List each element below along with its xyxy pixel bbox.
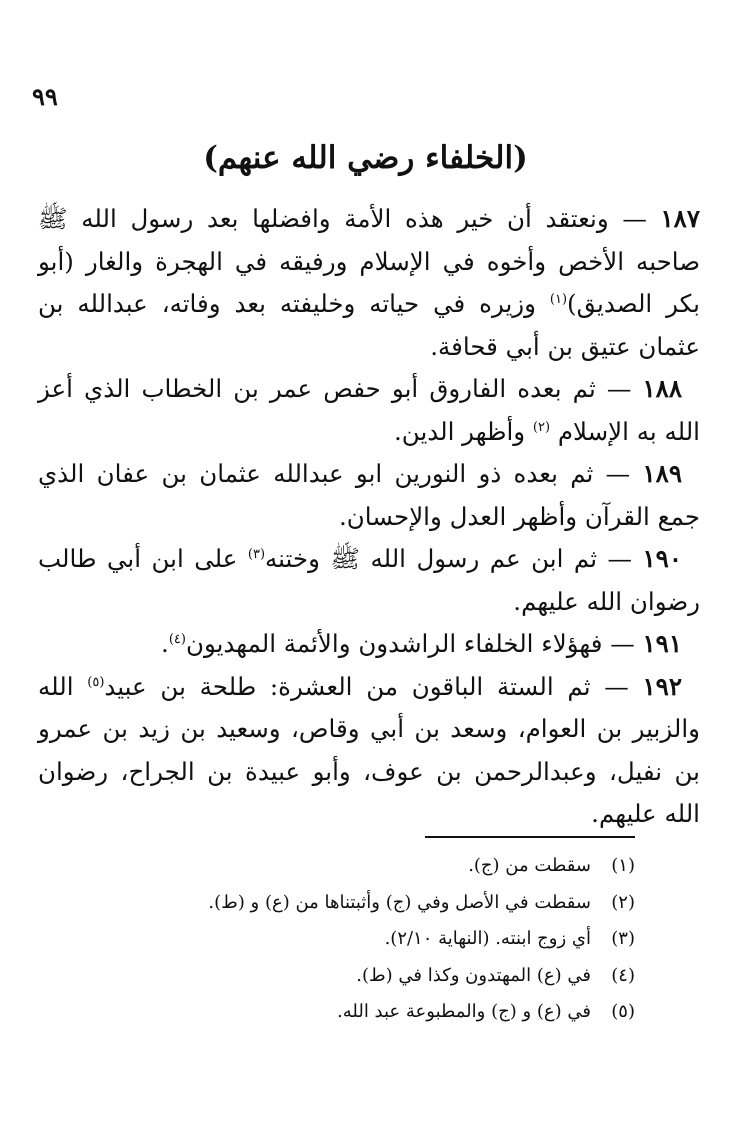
footnote-marker: (٥) [611,1001,635,1022]
paragraph-text: وزيره في حياته وخليفته بعد وفاته، عبدالله بن عثمان عتيق بن أبي قحافة. [38,289,700,361]
paragraph-text: وأظهر الدين. [394,416,533,446]
footnote-marker: (١) [611,855,635,876]
paragraph-number: ١٩٠ [642,544,682,573]
paragraph-text: — ثم بعده ذو النورين ابو عبدالله عثمان بن عفان الذي جمع القرآن وأظهر العدل والإحسان. [38,459,700,531]
paragraph-text: . [161,629,169,658]
paragraph-text: — ونعتقد أن خير هذه الأمة وافضلها بعد رسول الله ﷺ صاحبه الأخص وأخوه في الإسلام ورفيقه في الهجرة والغار (أبو بكر الصديق) [38,204,701,318]
footnote-text: في (ع) و (ج) والمطبوعة عبد الله. [337,1001,591,1022]
footnote [75,848,635,885]
page-number: ٩٩ [32,82,58,111]
footnotes [75,848,635,1031]
footnote-separator [425,836,635,838]
footnote-text: في (ع) المهتدون وكذا في (ط). [356,964,591,986]
paragraph-number: ١٩٢ [642,671,682,701]
footnote-reference: (٢) [532,419,551,435]
paragraph [38,623,700,666]
footnote-reference: (٤) [168,631,186,647]
footnote-text: سقطت من (ج). [468,855,591,876]
paragraph-text: — فهؤلاء الخلفاء الراشدون والأئمة المهديون [185,629,643,658]
paragraph [38,453,700,538]
footnote [75,885,635,922]
footnote-text: سقطت في الأصل وفي (ج) وأثبتناها من (ع) و (ط). [208,891,591,913]
footnote [75,994,635,1031]
paragraph-text: — ثم ابن عم رسول الله ﷺ وختنه [265,544,643,573]
paragraph-number: ١٨٨ [642,374,682,403]
paragraph-number: ١٨٧ [660,204,700,233]
footnote-reference: (١) [549,291,568,307]
paragraph-number: ١٩١ [642,629,682,658]
footnote-reference: (٥) [87,674,105,690]
paragraph [38,666,700,836]
paragraph-text: الله والزبير بن العوام، وسعد بن أبي وقاص، وسعيد بن زيد بن عمرو بن نفيل، وعبدالرحمن بن عوف، وأبو عبيدة بن الجراح، رضوان الله عليهم. [38,671,700,828]
footnote [75,921,635,958]
paragraph [38,368,700,453]
paragraph-text: على ابن أبي طالب رضوان الله عليهم. [38,544,700,616]
paragraph [38,198,700,368]
paragraph-number: ١٨٩ [642,459,682,488]
footnote-marker: (٤) [611,964,635,986]
footnote-reference: (٣) [247,546,266,562]
footnote-marker: (٢) [611,891,635,913]
paragraph-text: — ثم الستة الباقون من العشرة: طلحة بن عبيد [104,671,643,701]
paragraph-text: — ثم بعده الفاروق أبو حفص عمر بن الخطاب الذي أعز الله به الإسلام [38,374,700,446]
footnote-marker: (٣) [611,928,635,949]
body-text [38,198,700,836]
footnote-text: أي زوج ابنته. (النهاية ٢/١٠). [384,928,591,949]
page-title: (الخلفاء رضي الله عنهم) [203,140,528,176]
footnote [75,958,635,995]
paragraph [38,538,700,623]
